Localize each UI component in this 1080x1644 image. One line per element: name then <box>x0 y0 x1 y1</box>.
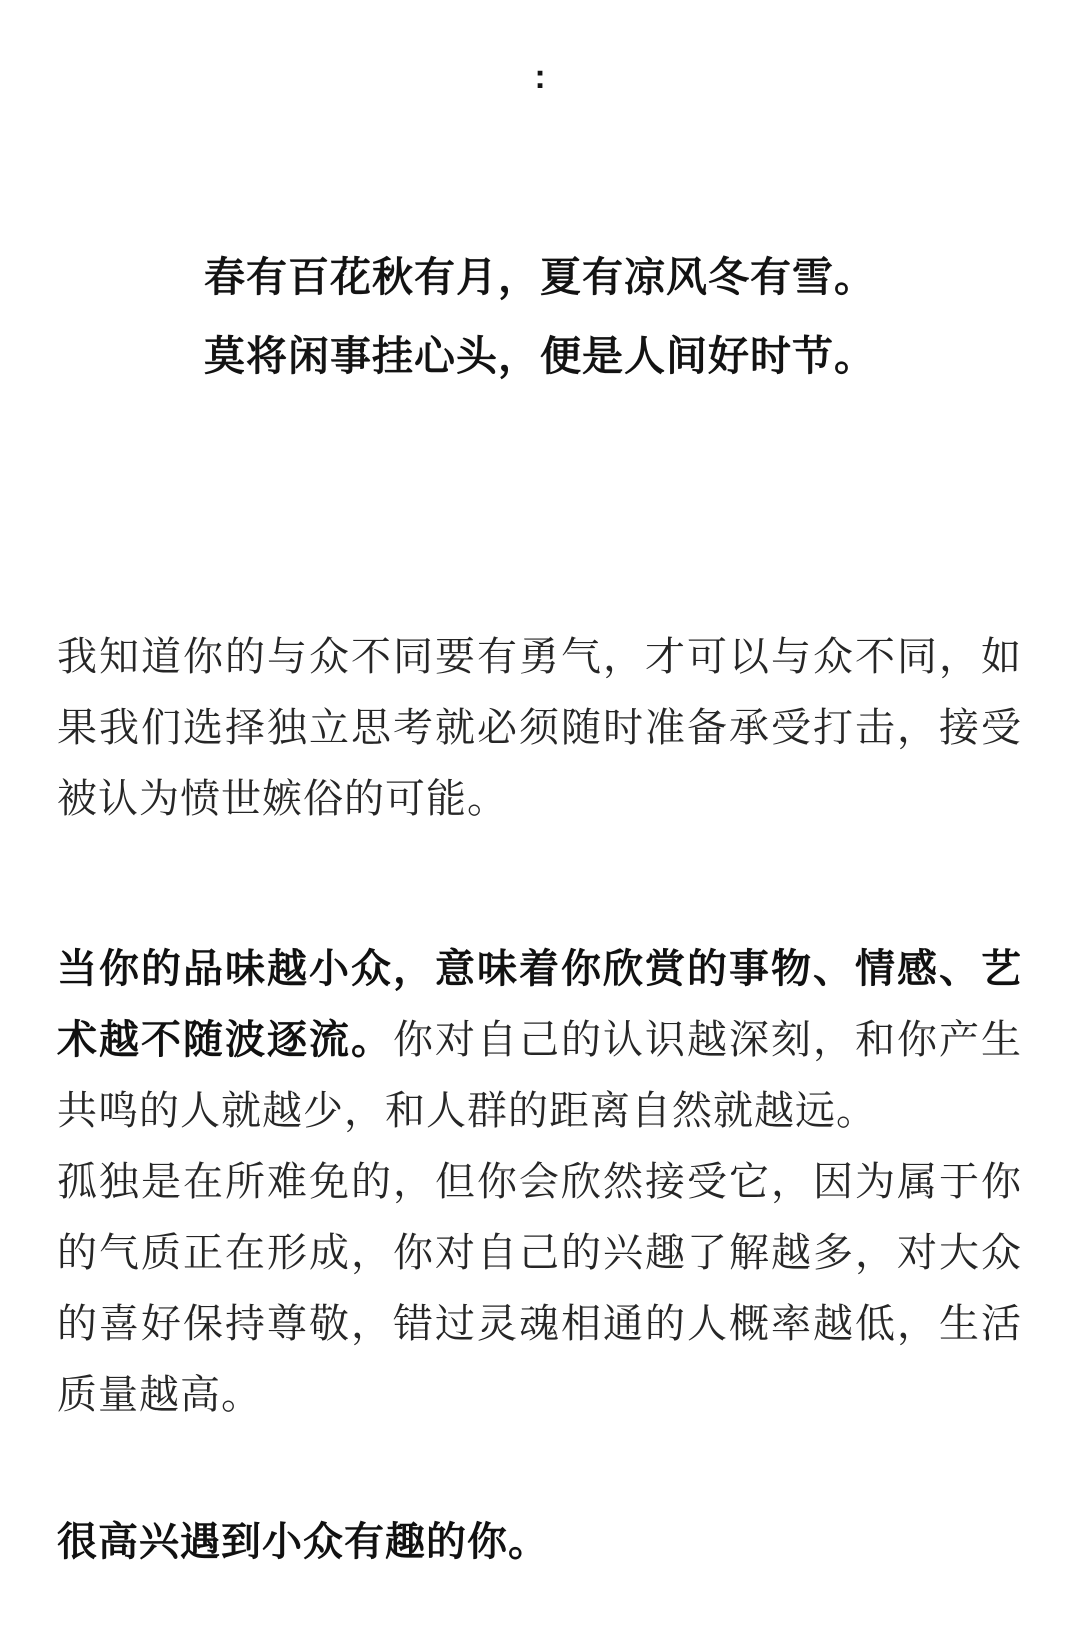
poem-line-2: 莫将闲事挂心头，便是人间好时节。 <box>204 333 876 379</box>
paragraph-courage: 我知道你的与众不同要有勇气，才可以与众不同，如果我们选择独立思考就必须随时准备承受打击，接受被认为愤世嫉俗的可能。 <box>57 635 1022 821</box>
closing-line: 很高兴遇到小众有趣的你。 <box>57 1520 549 1564</box>
poem-block <box>0 238 1080 396</box>
top-colon-text: : <box>534 58 546 96</box>
paragraph-loneliness: 孤独是在所难免的，但你会欣然接受它，因为属于你的气质正在形成，你对自己的兴趣了解越多，对大众的喜好保持尊敬，错过灵魂相通的人概率越低，生活质量越高。 <box>57 1160 1022 1417</box>
paragraph-taste <box>57 934 1022 1147</box>
paragraph-taste-rest: 你对自己的认识越深刻，和你产生共鸣的人就越少，和人群的距离自然就越远。 <box>57 1018 1022 1133</box>
poem-line-1: 春有百花秋有月，夏有凉风冬有雪。 <box>204 254 876 300</box>
article-body <box>57 622 1022 1578</box>
paragraph-taste-bold-lead: 当你的品味越小众，意味着你欣赏的事物、情感、艺术越不随波逐流。 <box>57 947 1022 1062</box>
